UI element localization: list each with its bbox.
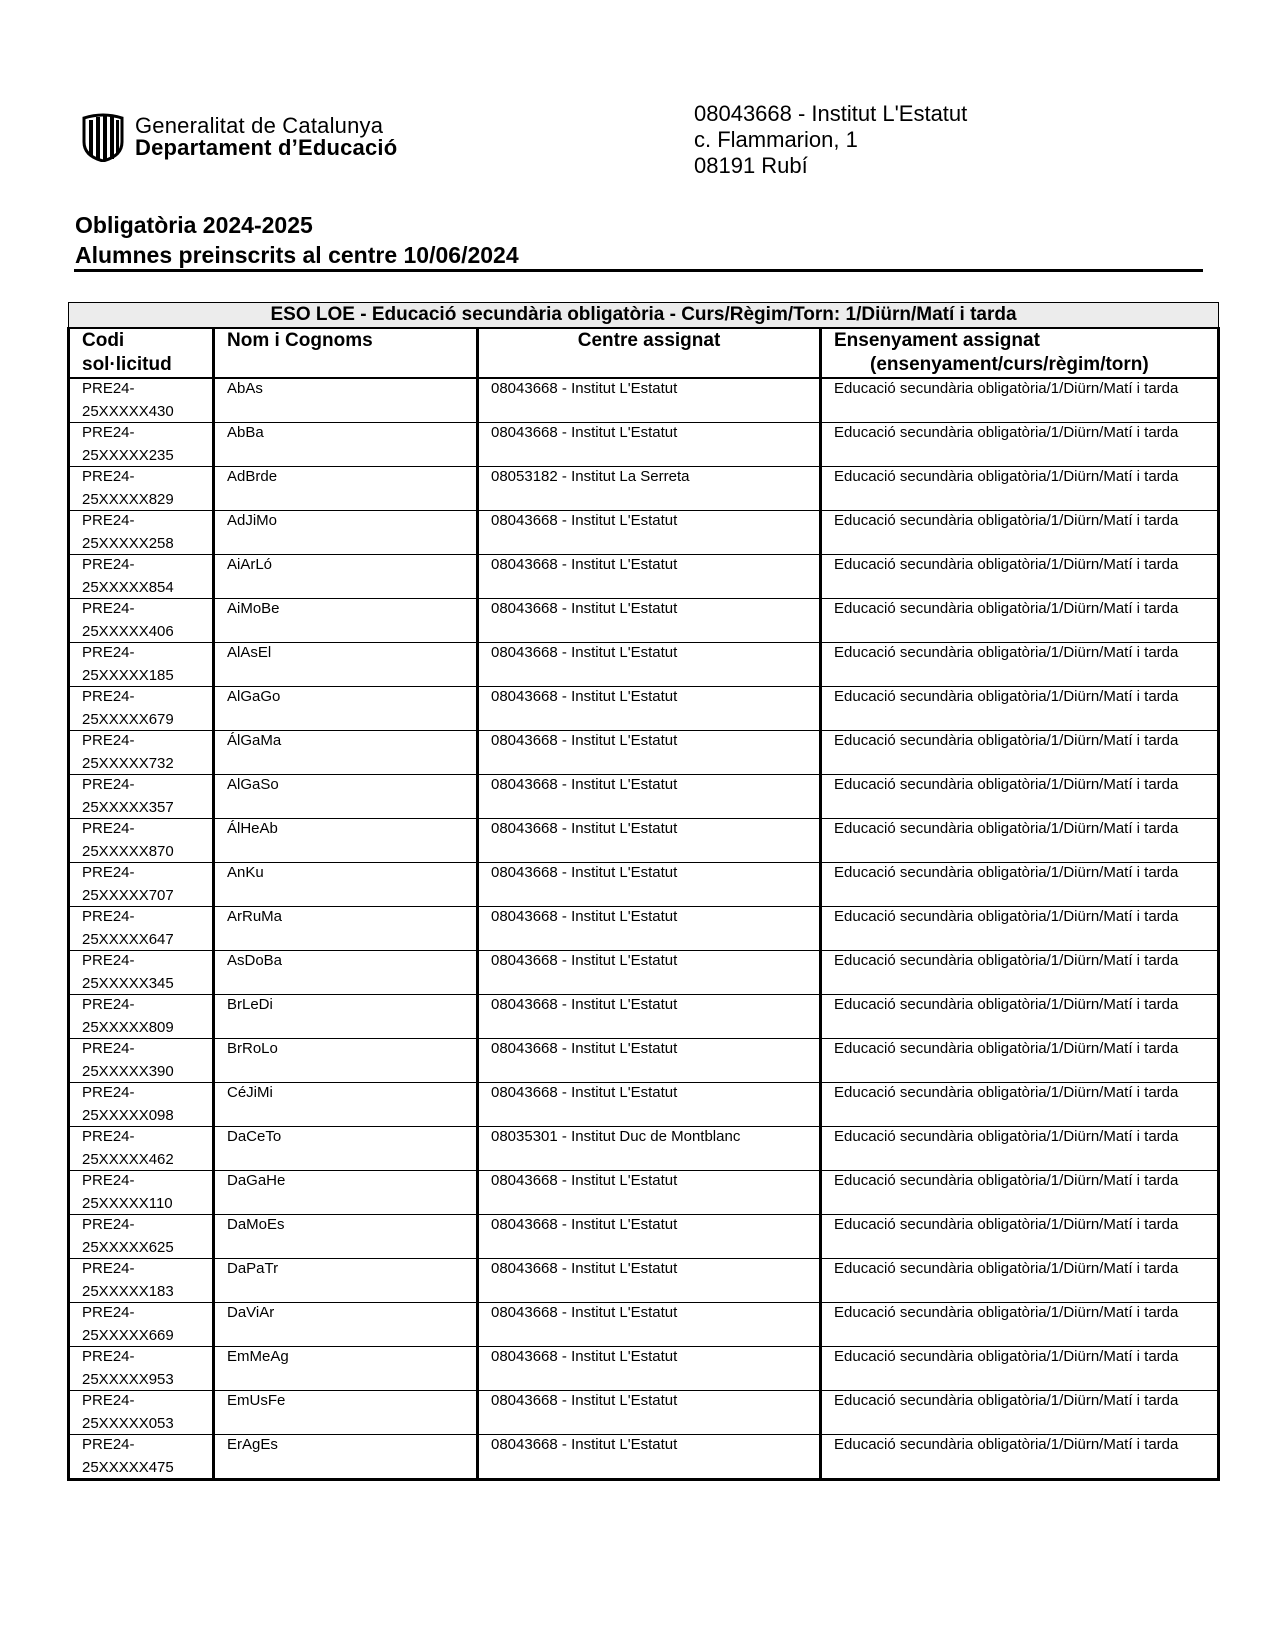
cell-centre: 08043668 - Institut L'Estatut [478, 951, 821, 995]
cell-name: ArRuMa [214, 907, 478, 951]
cell-code [69, 951, 214, 995]
cell-ensenyament: Educació secundària obligatòria/1/Diürn/Matí i tarda [821, 1259, 1219, 1303]
table-row [69, 1259, 1219, 1303]
table-row [69, 1303, 1219, 1347]
cell-name: AlAsEl [214, 643, 478, 687]
cell-centre: 08043668 - Institut L'Estatut [478, 423, 821, 467]
col-header-code [69, 328, 214, 378]
col-header-code-line2: sol·licitud [82, 354, 172, 375]
cell-name: AiMoBe [214, 599, 478, 643]
code-part1: PRE24- [82, 468, 135, 485]
table-row [69, 731, 1219, 775]
code-part1: PRE24- [82, 732, 135, 749]
code-part1: PRE24- [82, 1172, 135, 1189]
code-part2: 25XXXXX110 [82, 1195, 173, 1212]
cell-code [69, 511, 214, 555]
cell-name: BrRoLo [214, 1039, 478, 1083]
code-part1: PRE24- [82, 1392, 135, 1409]
code-part2: 25XXXXX854 [82, 579, 174, 596]
cell-code [69, 907, 214, 951]
cell-name: ErAgEs [214, 1435, 478, 1480]
cell-name: AnKu [214, 863, 478, 907]
cell-centre: 08043668 - Institut L'Estatut [478, 731, 821, 775]
cell-code [69, 995, 214, 1039]
cell-centre: 08043668 - Institut L'Estatut [478, 1083, 821, 1127]
code-part2: 25XXXXX183 [82, 1283, 174, 1300]
cell-ensenyament: Educació secundària obligatòria/1/Diürn/Matí i tarda [821, 819, 1219, 863]
cell-centre: 08043668 - Institut L'Estatut [478, 378, 821, 423]
code-part2: 25XXXXX053 [82, 1415, 174, 1432]
cell-ensenyament: Educació secundària obligatòria/1/Diürn/Matí i tarda [821, 1039, 1219, 1083]
table-row [69, 643, 1219, 687]
cell-ensenyament: Educació secundària obligatòria/1/Diürn/Matí i tarda [821, 907, 1219, 951]
cell-centre: 08043668 - Institut L'Estatut [478, 995, 821, 1039]
code-part2: 25XXXXX462 [82, 1151, 174, 1168]
cell-ensenyament: Educació secundària obligatòria/1/Diürn/Matí i tarda [821, 1347, 1219, 1391]
code-part2: 25XXXXX475 [82, 1459, 174, 1476]
code-part1: PRE24- [82, 424, 135, 441]
cell-name: AlGaSo [214, 775, 478, 819]
table-row [69, 907, 1219, 951]
cell-name: AdBrde [214, 467, 478, 511]
code-part1: PRE24- [82, 1436, 135, 1453]
cell-ensenyament: Educació secundària obligatòria/1/Diürn/Matí i tarda [821, 687, 1219, 731]
cell-ensenyament: Educació secundària obligatòria/1/Diürn/Matí i tarda [821, 1435, 1219, 1480]
col-header-code-line1: Codi [82, 330, 125, 351]
cell-code [69, 687, 214, 731]
cell-centre: 08043668 - Institut L'Estatut [478, 1215, 821, 1259]
code-part2: 25XXXXX098 [82, 1107, 174, 1124]
table-row [69, 995, 1219, 1039]
cell-ensenyament: Educació secundària obligatòria/1/Diürn/Matí i tarda [821, 863, 1219, 907]
table-body [69, 378, 1219, 1480]
cell-ensenyament: Educació secundària obligatòria/1/Diürn/Matí i tarda [821, 731, 1219, 775]
cell-name: DaPaTr [214, 1259, 478, 1303]
code-part2: 25XXXXX406 [82, 623, 174, 640]
code-part1: PRE24- [82, 952, 135, 969]
cell-centre: 08043668 - Institut L'Estatut [478, 819, 821, 863]
code-part1: PRE24- [82, 512, 135, 529]
code-part1: PRE24- [82, 1348, 135, 1365]
cell-centre: 08035301 - Institut Duc de Montblanc [478, 1127, 821, 1171]
cell-centre: 08043668 - Institut L'Estatut [478, 1039, 821, 1083]
table-row [69, 423, 1219, 467]
cell-ensenyament: Educació secundària obligatòria/1/Diürn/Matí i tarda [821, 995, 1219, 1039]
cell-centre: 08043668 - Institut L'Estatut [478, 775, 821, 819]
table-row [69, 467, 1219, 511]
table-row [69, 1391, 1219, 1435]
centre-address [694, 101, 967, 179]
cell-ensenyament: Educació secundària obligatòria/1/Diürn/Matí i tarda [821, 1171, 1219, 1215]
code-part2: 25XXXXX345 [82, 975, 174, 992]
cell-centre: 08043668 - Institut L'Estatut [478, 1171, 821, 1215]
cell-centre: 08043668 - Institut L'Estatut [478, 1347, 821, 1391]
cell-code [69, 1039, 214, 1083]
cell-name: AsDoBa [214, 951, 478, 995]
table-row [69, 1083, 1219, 1127]
code-part2: 25XXXXX707 [82, 887, 174, 904]
cell-name: AiArLó [214, 555, 478, 599]
code-part1: PRE24- [82, 1260, 135, 1277]
generalitat-logo [78, 112, 397, 162]
department-name: Departament d’Educació [135, 135, 398, 160]
cell-ensenyament: Educació secundària obligatòria/1/Diürn/Matí i tarda [821, 1391, 1219, 1435]
table-row [69, 775, 1219, 819]
cell-code [69, 863, 214, 907]
table-row [69, 1039, 1219, 1083]
cell-code [69, 775, 214, 819]
table-row [69, 1347, 1219, 1391]
cell-code [69, 599, 214, 643]
code-part2: 25XXXXX185 [82, 667, 174, 684]
cell-centre: 08043668 - Institut L'Estatut [478, 599, 821, 643]
code-part2: 25XXXXX625 [82, 1239, 174, 1256]
cell-ensenyament: Educació secundària obligatòria/1/Diürn/Matí i tarda [821, 1303, 1219, 1347]
code-part1: PRE24- [82, 556, 135, 573]
code-part1: PRE24- [82, 1128, 135, 1145]
cell-name: AdJiMo [214, 511, 478, 555]
code-part1: PRE24- [82, 776, 135, 793]
centre-name: 08043668 - Institut L'Estatut [694, 101, 968, 126]
cell-name: DaCeTo [214, 1127, 478, 1171]
code-part2: 25XXXXX647 [82, 931, 174, 948]
code-part1: PRE24- [82, 1040, 135, 1057]
table-row [69, 1171, 1219, 1215]
cell-code [69, 1127, 214, 1171]
cell-code [69, 1259, 214, 1303]
cell-code [69, 1347, 214, 1391]
table-row [69, 1435, 1219, 1480]
title-year: Obligatòria 2024-2025 [75, 212, 313, 238]
cell-centre: 08043668 - Institut L'Estatut [478, 1303, 821, 1347]
cell-name: AbAs [214, 378, 478, 423]
cell-centre: 08043668 - Institut L'Estatut [478, 511, 821, 555]
code-part2: 25XXXXX235 [82, 447, 174, 464]
col-header-ensenyament [821, 328, 1219, 378]
org-name: Generalitat de Catalunya [135, 113, 384, 138]
table-row [69, 599, 1219, 643]
cell-code [69, 378, 214, 423]
document-title [75, 210, 519, 270]
code-part1: PRE24- [82, 908, 135, 925]
table-row [69, 511, 1219, 555]
table-row [69, 1215, 1219, 1259]
code-part2: 25XXXXX430 [82, 403, 174, 420]
col-header-ens-line2: (ensenyament/curs/règim/torn) [870, 354, 1149, 375]
code-part1: PRE24- [82, 864, 135, 881]
table-banner: ESO LOE - Educació secundària obligatòria - Curs/Règim/Torn: 1/Diürn/Matí i tarda [69, 303, 1219, 329]
cell-code [69, 555, 214, 599]
cell-ensenyament: Educació secundària obligatòria/1/Diürn/Matí i tarda [821, 1215, 1219, 1259]
cell-centre: 08053182 - Institut La Serreta [478, 467, 821, 511]
code-part2: 25XXXXX679 [82, 711, 174, 728]
cell-code [69, 819, 214, 863]
cell-centre: 08043668 - Institut L'Estatut [478, 863, 821, 907]
code-part1: PRE24- [82, 600, 135, 617]
code-part1: PRE24- [82, 1216, 135, 1233]
cell-code [69, 1215, 214, 1259]
cell-name: ÁlGaMa [214, 731, 478, 775]
cell-centre: 08043668 - Institut L'Estatut [478, 1391, 821, 1435]
cell-code [69, 1171, 214, 1215]
generalitat-emblem-icon [78, 112, 128, 162]
code-part2: 25XXXXX258 [82, 535, 174, 552]
cell-ensenyament: Educació secundària obligatòria/1/Diürn/Matí i tarda [821, 775, 1219, 819]
cell-ensenyament: Educació secundària obligatòria/1/Diürn/Matí i tarda [821, 555, 1219, 599]
table-row [69, 819, 1219, 863]
code-part2: 25XXXXX357 [82, 799, 174, 816]
cell-name: AbBa [214, 423, 478, 467]
title-divider [74, 269, 1203, 272]
cell-code [69, 1435, 214, 1480]
code-part2: 25XXXXX390 [82, 1063, 174, 1080]
cell-code [69, 731, 214, 775]
cell-centre: 08043668 - Institut L'Estatut [478, 1435, 821, 1480]
cell-ensenyament: Educació secundària obligatòria/1/Diürn/Matí i tarda [821, 467, 1219, 511]
students-table [67, 302, 1220, 1481]
col-header-ens-line1: Ensenyament assignat [834, 330, 1040, 351]
code-part2: 25XXXXX669 [82, 1327, 174, 1344]
table-row [69, 687, 1219, 731]
code-part1: PRE24- [82, 644, 135, 661]
cell-ensenyament: Educació secundària obligatòria/1/Diürn/Matí i tarda [821, 378, 1219, 423]
cell-centre: 08043668 - Institut L'Estatut [478, 643, 821, 687]
cell-code [69, 1303, 214, 1347]
col-header-name: Nom i Cognoms [214, 328, 478, 378]
code-part2: 25XXXXX953 [82, 1371, 174, 1388]
cell-code [69, 643, 214, 687]
code-part2: 25XXXXX732 [82, 755, 174, 772]
cell-ensenyament: Educació secundària obligatòria/1/Diürn/Matí i tarda [821, 643, 1219, 687]
code-part2: 25XXXXX809 [82, 1019, 174, 1036]
centre-street: c. Flammarion, 1 [694, 127, 858, 152]
cell-centre: 08043668 - Institut L'Estatut [478, 1259, 821, 1303]
table-row [69, 951, 1219, 995]
cell-ensenyament: Educació secundària obligatòria/1/Diürn/Matí i tarda [821, 599, 1219, 643]
code-part1: PRE24- [82, 688, 135, 705]
cell-name: ÁlHeAb [214, 819, 478, 863]
cell-name: AlGaGo [214, 687, 478, 731]
cell-name: CéJiMi [214, 1083, 478, 1127]
cell-name: DaViAr [214, 1303, 478, 1347]
cell-ensenyament: Educació secundària obligatòria/1/Diürn/Matí i tarda [821, 423, 1219, 467]
cell-name: EmUsFe [214, 1391, 478, 1435]
cell-code [69, 1391, 214, 1435]
table-row [69, 863, 1219, 907]
code-part2: 25XXXXX870 [82, 843, 174, 860]
code-part2: 25XXXXX829 [82, 491, 174, 508]
cell-name: EmMeAg [214, 1347, 478, 1391]
cell-code [69, 423, 214, 467]
col-header-centre: Centre assignat [478, 328, 821, 378]
cell-ensenyament: Educació secundària obligatòria/1/Diürn/Matí i tarda [821, 1083, 1219, 1127]
cell-ensenyament: Educació secundària obligatòria/1/Diürn/Matí i tarda [821, 1127, 1219, 1171]
cell-ensenyament: Educació secundària obligatòria/1/Diürn/Matí i tarda [821, 951, 1219, 995]
cell-centre: 08043668 - Institut L'Estatut [478, 555, 821, 599]
cell-name: BrLeDi [214, 995, 478, 1039]
cell-code [69, 467, 214, 511]
table-row [69, 555, 1219, 599]
title-subtitle: Alumnes preinscrits al centre 10/06/2024 [75, 242, 519, 268]
code-part1: PRE24- [82, 1304, 135, 1321]
cell-ensenyament: Educació secundària obligatòria/1/Diürn/Matí i tarda [821, 511, 1219, 555]
code-part1: PRE24- [82, 380, 135, 397]
code-part1: PRE24- [82, 820, 135, 837]
code-part1: PRE24- [82, 996, 135, 1013]
centre-city: 08191 Rubí [694, 153, 808, 178]
cell-centre: 08043668 - Institut L'Estatut [478, 687, 821, 731]
cell-name: DaMoEs [214, 1215, 478, 1259]
cell-centre: 08043668 - Institut L'Estatut [478, 907, 821, 951]
table-header-row [69, 328, 1219, 378]
code-part1: PRE24- [82, 1084, 135, 1101]
cell-name: DaGaHe [214, 1171, 478, 1215]
table-row [69, 1127, 1219, 1171]
table-row [69, 378, 1219, 423]
cell-code [69, 1083, 214, 1127]
